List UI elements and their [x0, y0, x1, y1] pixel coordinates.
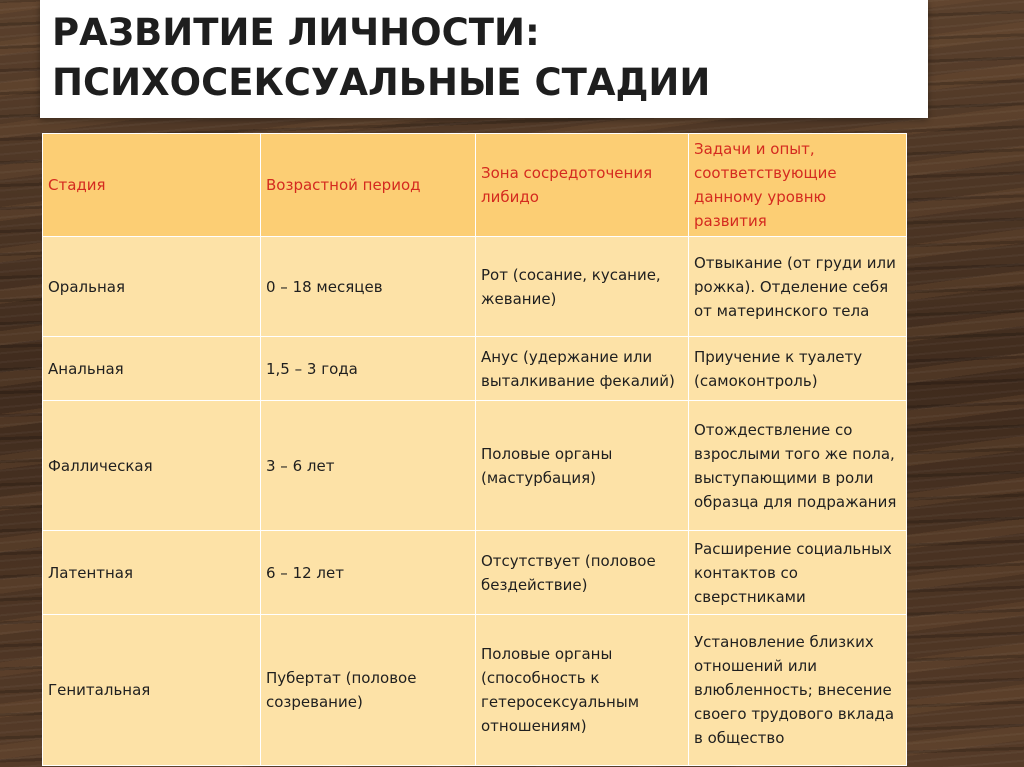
- cell-tasks-experience: Расширение социальных контактов со сверстниками: [689, 531, 907, 615]
- cell-stage: Латентная: [43, 531, 261, 615]
- slide-title-box: [40, 0, 928, 118]
- cell-stage: Фаллическая: [43, 401, 261, 531]
- table-row: [43, 615, 907, 766]
- cell-libido-zone: Отсутствует (половое бездействие): [476, 531, 689, 615]
- cell-stage: Анальная: [43, 337, 261, 401]
- stages-table-container: [42, 133, 906, 762]
- cell-libido-zone: Рот (сосание, кусание, жевание): [476, 237, 689, 337]
- table-row: [43, 237, 907, 337]
- cell-age-period: 1,5 – 3 года: [261, 337, 476, 401]
- slide-title-line-2: ПСИХОСЕКСУАЛЬНЫЕ СТАДИИ: [52, 61, 711, 104]
- cell-age-period: 6 – 12 лет: [261, 531, 476, 615]
- cell-age-period: 3 – 6 лет: [261, 401, 476, 531]
- table-row: [43, 337, 907, 401]
- table-header-row: [43, 134, 907, 237]
- cell-age-period: 0 – 18 месяцев: [261, 237, 476, 337]
- cell-tasks-experience: Установление близких отношений или влюбленность; внесение своего трудового вклада в общество: [689, 615, 907, 766]
- cell-stage: Оральная: [43, 237, 261, 337]
- header-age-period: Возрастной период: [261, 134, 476, 237]
- cell-tasks-experience: Приучение к туалету (самоконтроль): [689, 337, 907, 401]
- table-row: [43, 401, 907, 531]
- cell-tasks-experience: Отождествление со взрослыми того же пола, выступающими в роли образца для подражания: [689, 401, 907, 531]
- header-stage: Стадия: [43, 134, 261, 237]
- cell-libido-zone: Половые органы (мастурбация): [476, 401, 689, 531]
- cell-libido-zone: Половые органы (способность к гетеросексуальным отношениям): [476, 615, 689, 766]
- header-tasks-experience: Задачи и опыт, соответствующие данному уровню развития: [689, 134, 907, 237]
- cell-libido-zone: Анус (удержание или выталкивание фекалий): [476, 337, 689, 401]
- table-row: [43, 531, 907, 615]
- header-libido-zone: Зона сосредоточения либидо: [476, 134, 689, 237]
- slide-title-line-1: РАЗВИТИЕ ЛИЧНОСТИ:: [52, 11, 540, 54]
- cell-stage: Генитальная: [43, 615, 261, 766]
- psychosexual-stages-table: [42, 133, 907, 766]
- cell-age-period: Пубертат (половое созревание): [261, 615, 476, 766]
- cell-tasks-experience: Отвыкание (от груди или рожка). Отделение себя от материнского тела: [689, 237, 907, 337]
